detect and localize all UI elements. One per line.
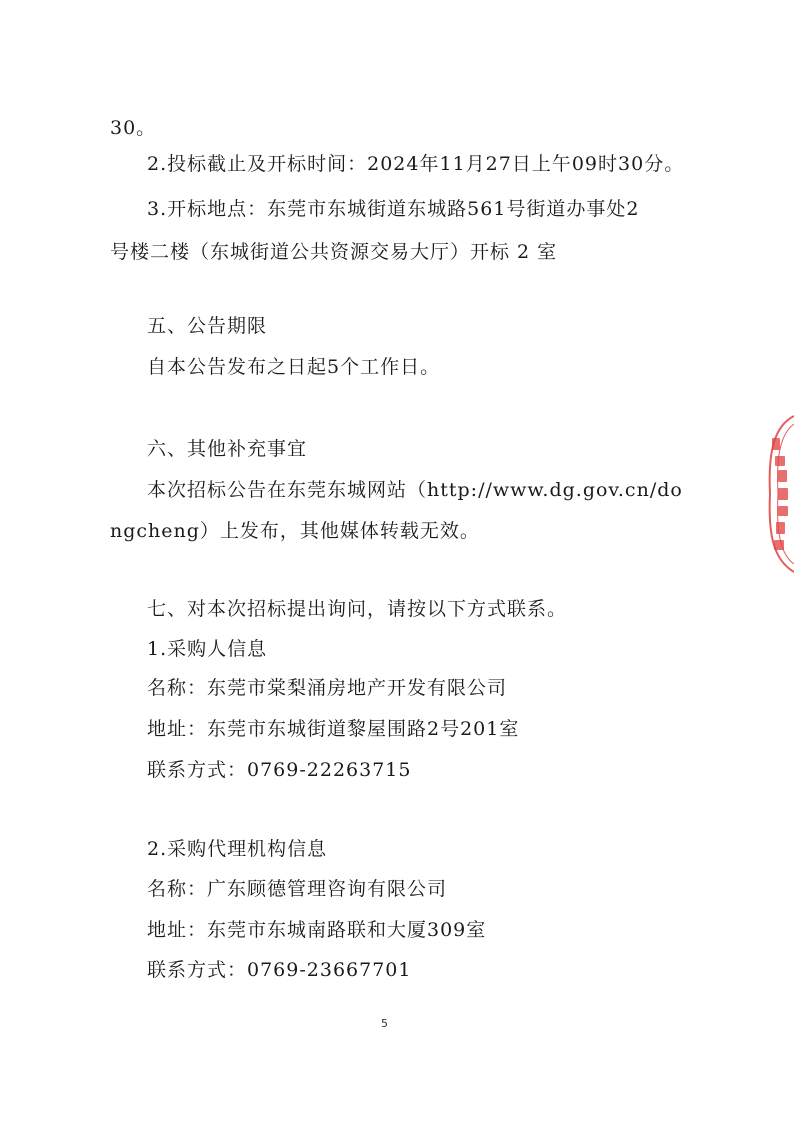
purchaser-info-heading: 1.采购人信息 xyxy=(147,638,268,660)
section-heading-announcement-period: 五、公告期限 xyxy=(147,315,268,337)
bid-deadline-line: 2.投标截止及开标时间：2024年11月27日上午09时30分。 xyxy=(147,153,685,175)
agency-name: 名称：广东顾德管理咨询有限公司 xyxy=(147,878,448,900)
bid-location-line-continued: 号楼二楼（东城街道公共资源交易大厅）开标 2 室 xyxy=(110,241,558,263)
agency-contact: 联系方式：0769-23667701 xyxy=(147,959,412,981)
agency-address: 地址：东莞市东城南路联和大厦309室 xyxy=(147,919,487,941)
section-heading-other-matters: 六、其他补充事宜 xyxy=(147,438,308,460)
section-heading-contact: 七、对本次招标提出询问，请按以下方式联系。 xyxy=(147,598,568,620)
purchaser-address: 地址：东莞市东城街道黎屋围路2号201室 xyxy=(147,718,520,740)
other-matters-text: 本次招标公告在东莞东城网站（http://www.dg.gov.cn/do xyxy=(147,479,683,501)
page-number: 5 xyxy=(381,1017,388,1030)
continued-text-line: 30。 xyxy=(110,117,157,139)
purchaser-name: 名称：东莞市棠梨涌房地产开发有限公司 xyxy=(147,677,508,699)
bid-location-line: 3.开标地点：东莞市东城街道东城路561号街道办事处2 xyxy=(147,198,640,220)
agency-info-heading: 2.采购代理机构信息 xyxy=(147,838,328,860)
purchaser-contact: 联系方式：0769-22263715 xyxy=(147,759,412,781)
announcement-period-text: 自本公告发布之日起5个工作日。 xyxy=(147,356,441,378)
other-matters-text-continued: ngcheng）上发布，其他媒体转载无效。 xyxy=(110,520,480,542)
seal-stamp-icon xyxy=(760,408,794,580)
